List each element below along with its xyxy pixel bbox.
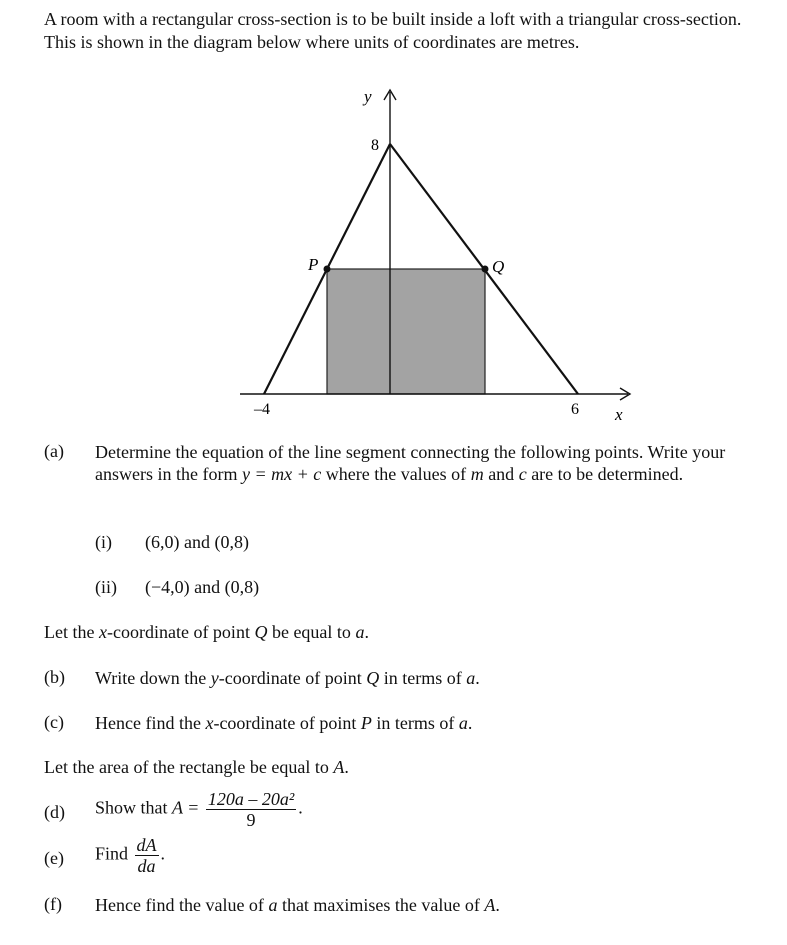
loft-diagram [0, 0, 787, 440]
part-c-text: Hence find the x-coordinate of point P in terms of a. [95, 713, 473, 733]
area-fraction-denominator: 9 [246, 810, 256, 830]
part-c-label: (c) [44, 712, 64, 732]
point-P-dot [324, 266, 331, 273]
area-fraction [206, 789, 296, 830]
derivative-numerator: dA [136, 835, 157, 855]
point-P-label: P [308, 255, 319, 274]
derivative-denominator: da [137, 856, 156, 876]
part-a-ii-label: (ii) [95, 577, 117, 597]
part-a-i-text: (6,0) and (0,8) [145, 532, 249, 552]
tick-label-neg4: –4 [254, 401, 270, 418]
part-a-i-label: (i) [95, 532, 112, 552]
part-e-label: (e) [44, 848, 64, 868]
part-b-text: Write down the y-coordinate of point Q in terms of a. [95, 668, 480, 688]
room-rectangle [327, 269, 485, 394]
y-axis-label: y [364, 87, 372, 106]
part-f-text: Hence find the value of a that maximises the value of A. [95, 895, 500, 915]
area-fraction-numerator: 120a – 20a² [207, 789, 295, 809]
derivative-fraction [135, 835, 159, 876]
tick-label-8: 8 [371, 137, 379, 154]
intro-paragraph: A room with a rectangular cross-section is to be built inside a loft with a triangular cross-section. This is shown in the diagram below where units of coordinates are metres. [44, 9, 742, 52]
lead-sentence-2: Let the area of the rectangle be equal to A. [44, 757, 349, 777]
x-axis-label: x [615, 405, 623, 424]
part-b-label: (b) [44, 667, 65, 687]
part-d-text: Show that A = $\frac{\text{120a – 20a²}}{9}$ . [95, 789, 303, 830]
tick-label-6: 6 [571, 401, 579, 418]
point-Q-dot [482, 266, 489, 273]
part-a-text: Determine the equation of the line segment connecting the following points. Write your answers in the form y = mx + c where the values of m and c are to be determined. [95, 442, 726, 484]
part-f-label: (f) [44, 894, 62, 914]
lead-sentence-1: Let the x-coordinate of point Q be equal to a. [44, 622, 369, 642]
part-a-label: (a) [44, 441, 64, 461]
part-a-ii-text: (−4,0) and (0,8) [145, 577, 260, 597]
part-d-label: (d) [44, 802, 65, 822]
point-Q-label: Q [492, 257, 505, 276]
part-e-text: Find $\frac{dA}{da}$ . [95, 835, 166, 876]
